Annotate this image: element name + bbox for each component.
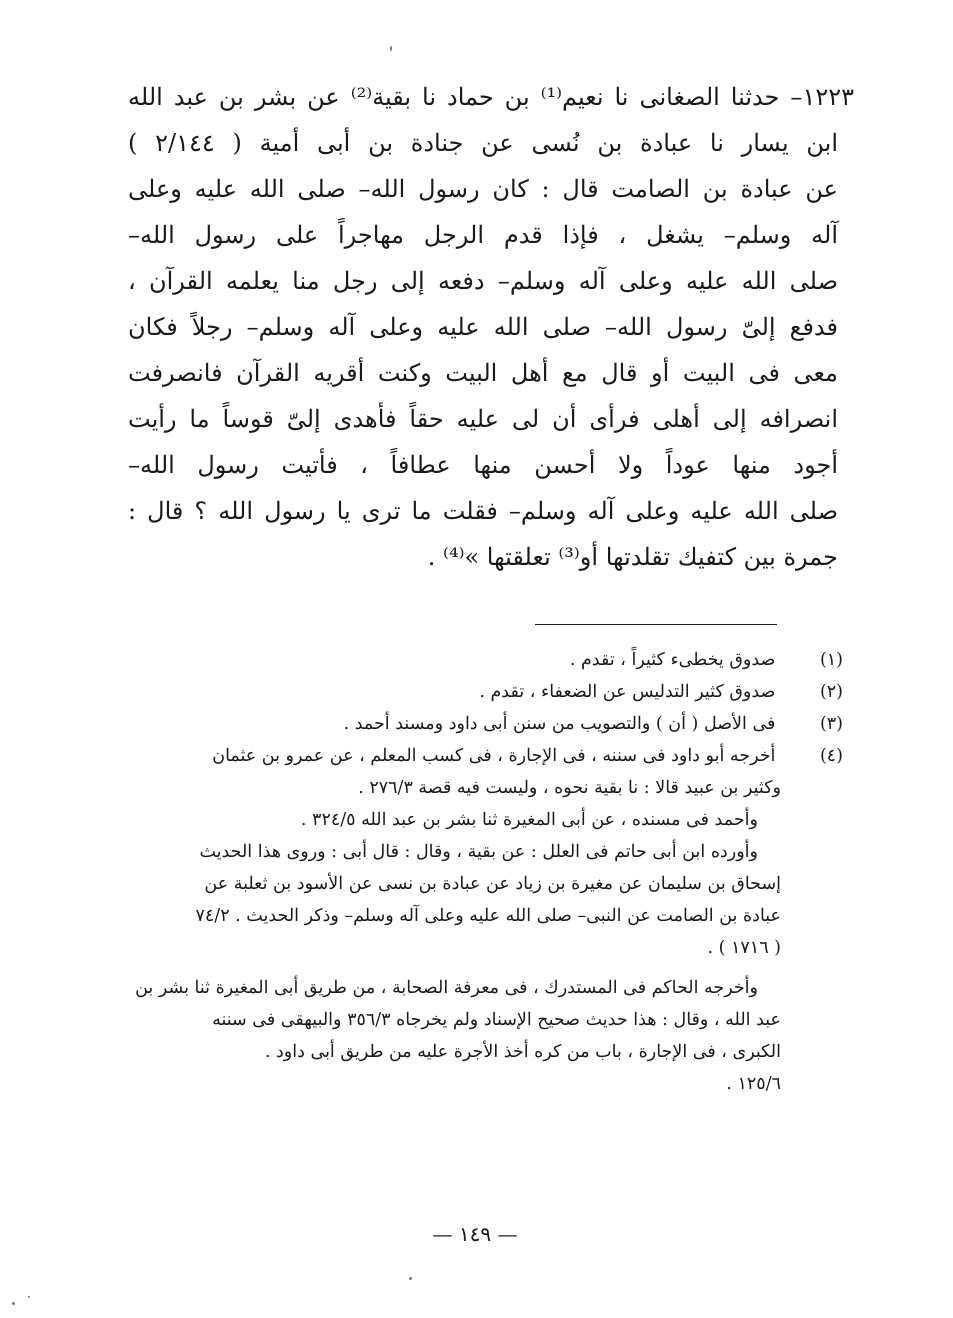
- footnote-text: صدوق كثير التدليس عن الضعفاء ، تقدم .: [479, 682, 776, 702]
- scan-speck: [390, 46, 392, 51]
- scan-speck: [409, 1277, 412, 1280]
- footnote-number: (٤): [819, 746, 843, 766]
- footnote-line: عبد الله ، وقال : هذا حديث صحيح الإسناد ولم يخرجاه ٣٥٦/٣ والبيهقى فى سننه: [212, 1010, 781, 1030]
- scan-speck: [28, 1296, 30, 1298]
- footnote-number: (٣): [819, 714, 843, 734]
- hadith-text: [128, 74, 854, 580]
- text-line: انصرافه إلى أهلى فرأى أن لى عليه حقاً فأهدى إلىّ قوساً ما رأيت: [128, 405, 838, 433]
- footnotes: [128, 644, 843, 1100]
- footnote-text: أخرجه أبو داود فى سننه ، فى الإجارة ، فى كسب المعلم ، عن عمرو بن عثمان: [212, 746, 776, 766]
- scan-speck: [12, 1302, 15, 1305]
- footnote-line: ١٢٥/٦ .: [726, 1074, 781, 1094]
- footnote-line: عبادة بن الصامت عن النبى– صلى الله عليه وعلى آله وسلم– وذكر الحديث . ٧٤/٢: [195, 906, 781, 926]
- footnote-line: وأورده ابن أبى حاتم فى العلل : عن بقية ، وقال : قال أبى : وروى هذا الحديث: [199, 842, 758, 862]
- text-line: ١٢٢٣– حدثنا الصغانى نا نعيم⁽¹⁾ بن حماد نا بقية⁽²⁾ عن بشر بن عبد الله: [128, 83, 854, 111]
- footnote-line: وأخرجه الحاكم فى المستدرك ، فى معرفة الصحابة ، من طريق أبى المغيرة ثنا بشر بن: [135, 978, 758, 998]
- footnote-3: [128, 708, 843, 740]
- footnote-line: وأحمد فى مسنده ، عن أبى المغيرة ثنا بشر بن عبد الله ٣٢٤/٥ .: [300, 810, 758, 830]
- footnote-line: إسحاق بن سليمان عن مغيرة بن زياد عن عبادة بن نسى عن الأسود بن ثعلبة عن: [204, 874, 781, 894]
- page-number: — ١٤٩ —: [432, 1222, 518, 1246]
- text-line: جمرة بين كتفيك تقلدتها أو⁽³⁾ تعلقتها »⁽⁴⁾ .: [427, 543, 838, 571]
- text-line: صلى الله عليه وعلى آله وسلم– فقلت ما ترى يا رسول الله ؟ قال :: [128, 497, 838, 525]
- footnote-divider: [535, 624, 777, 625]
- text-line: معى فى البيت أو قال مع أهل البيت وكنت أقريه القرآن فانصرفت: [128, 359, 838, 387]
- footnote-text: فى الأصل ( أن ) والتصويب من سنن أبى داود ومسند أحمد .: [343, 714, 776, 734]
- footnote-1: [128, 644, 843, 676]
- text-line: ابن يسار نا عبادة بن نُسى عن جنادة بن أبى أمية ( ٢/١٤٤ ): [128, 129, 838, 157]
- footnote-text: صدوق يخطىء كثيراً ، تقدم .: [569, 650, 776, 670]
- footnote-line: وكثير بن عبيد قالا : نا بقية نحوه ، وليست فيه قصة ٢٧٦/٣ .: [358, 778, 781, 798]
- footnote-number: (٢): [819, 682, 843, 702]
- footnote-line: الكبرى ، فى الإجارة ، باب من كره أخذ الأجرة عليه من طريق أبى داود .: [264, 1042, 781, 1062]
- text-line: عن عبادة بن الصامت قال : كان رسول الله– صلى الله عليه وعلى: [128, 175, 838, 203]
- footnote-number: (١): [819, 650, 843, 670]
- text-line: أجود منها عوداً ولا أحسن منها عطافاً ، فأتيت رسول الله–: [128, 451, 839, 479]
- text-line: فدفع إلىّ رسول الله– صلى الله عليه وعلى آله وسلم– رجلاً فكان: [128, 313, 838, 341]
- footnote-4: [128, 740, 843, 772]
- text-line: صلى الله عليه وعلى آله وسلم– دفعه إلى رجل منا يعلمه القرآن ،: [128, 267, 838, 295]
- footnote-line: ( ١٧١٦ ) .: [707, 938, 781, 958]
- text-line: آله وسلم– يشغل ، فإذا قدم الرجل مهاجراً على رسول الله–: [128, 221, 838, 249]
- footnote-2: [128, 676, 843, 708]
